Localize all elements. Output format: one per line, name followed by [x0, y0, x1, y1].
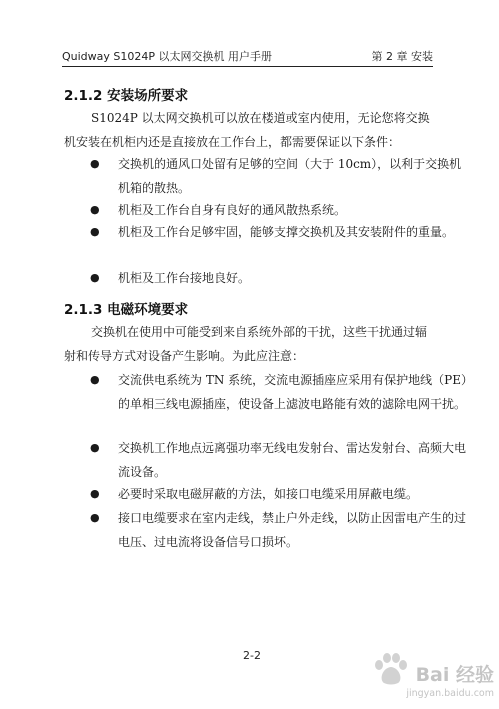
section-heading-2-1-2: 2.1.2 安装场所要求: [64, 88, 189, 104]
section-b-bullet-3: [88, 482, 468, 506]
section-b-bullet-1: [88, 368, 468, 416]
section-a-intro: S1024P 以太网交换机可以放在楼道或室内使用，无论您将交换机安装在机柜内还是直接放在工作台上，都需要保证以下条件：: [64, 111, 430, 149]
bullet-text: 接口电缆要求在室内走线，禁止户外走线，以防止因雷电产生的过电压、过电流将设备信号口损坏。: [118, 511, 467, 549]
bullet-text: 机柜及工作台自身有良好的通风散热系统。: [118, 203, 347, 217]
header-chapter: 第 2 章 安装: [371, 50, 433, 63]
section-b-bullet-4: [88, 506, 468, 554]
section-a-bullet-3: [88, 220, 468, 244]
section-a-bullet-1: [88, 152, 468, 200]
watermark-brand: Bai 经验: [415, 664, 494, 686]
section-a-bullet-2: [88, 198, 468, 222]
page-number: 2-2: [243, 649, 261, 662]
bullet-text: 交换机工作地点远离强功率无线电发射台、雷达发射台、高频大电流设备。: [118, 441, 467, 479]
bullet-text: 必要时采取电磁屏蔽的方法，如接口电缆采用屏蔽电缆。: [118, 487, 419, 501]
bullet-icon: ●: [90, 373, 100, 386]
bullet-text: 机柜及工作台接地良好。: [118, 271, 251, 285]
bullet-text: 交流供电系统为 TN 系统，交流电源插座应采用有保护地线（PE）的单相三线电源插座，使设备上滤波电路能有效的滤除电网干扰。: [118, 373, 467, 411]
bullet-icon: ●: [90, 203, 100, 216]
baidu-watermark: [370, 652, 494, 702]
bullet-icon: ●: [90, 157, 100, 170]
section-heading-2-1-3: 2.1.3 电磁环境要求: [64, 302, 189, 318]
bullet-icon: ●: [90, 487, 100, 500]
bullet-icon: ●: [90, 511, 100, 524]
section-b-bullet-2: [88, 436, 468, 484]
bullet-icon: ●: [90, 271, 100, 284]
bullet-text: 交换机的通风口处留有足够的空间（大于 10cm），以利于交换机机箱的散热。: [118, 157, 462, 195]
section-b-intro: 交换机在使用中可能受到来自系统外部的干扰，这些干扰通过辐射和传导方式对设备产生影响。为此应注意：: [64, 325, 428, 363]
bullet-text: 机柜及工作台足够牢固，能够支撑交换机及其安装附件的重量。: [118, 225, 455, 239]
running-header: [62, 48, 433, 64]
bullet-icon: ●: [90, 225, 100, 238]
header-title: Quidway S1024P 以太网交换机 用户手册: [62, 50, 273, 63]
section-a-bullet-4: [88, 266, 468, 290]
watermark-url: jingyan.baidu.com: [406, 688, 494, 699]
bullet-icon: ●: [90, 441, 100, 454]
header-rule: [62, 66, 433, 67]
